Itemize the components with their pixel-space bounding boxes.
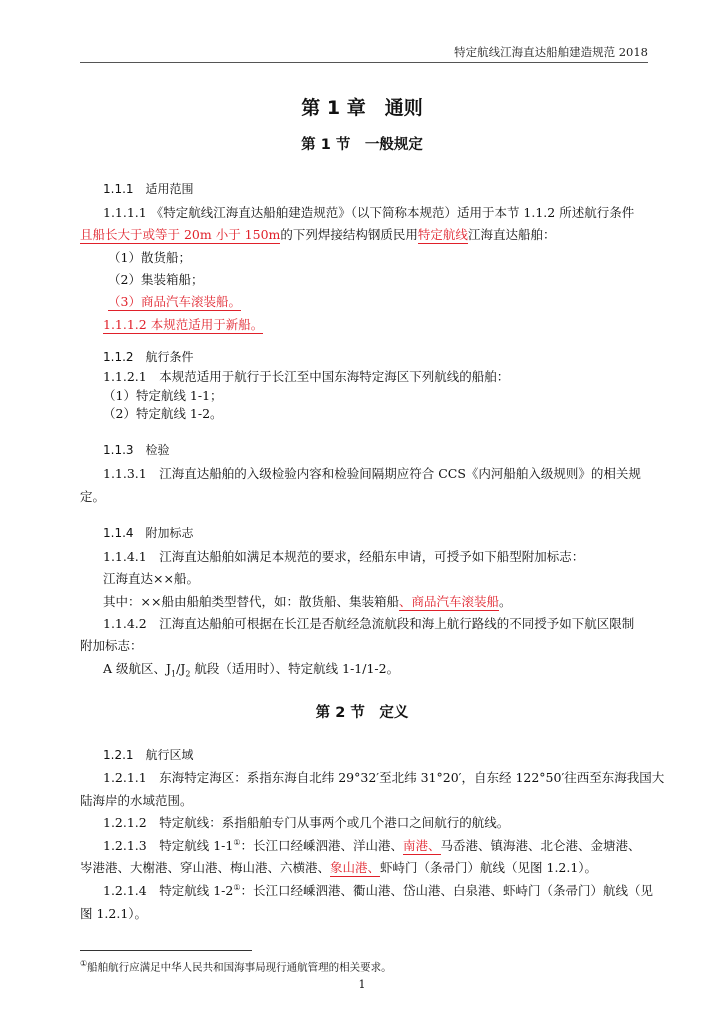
text-segment: /J <box>176 661 186 676</box>
para-ship-types <box>103 592 511 610</box>
highlight-xiangshan: 象山港、 <box>330 860 381 875</box>
footnote-rule <box>80 950 252 951</box>
para-navigation-notation <box>103 659 399 679</box>
para-1-1-3-1-line1: 1.1.3.1 江海直达船舶的入级检验内容和检验间隔期应符合 CCS《内河船舶入级规则》的相关规 <box>103 466 641 481</box>
heading-1-1-3: 1.1.3 检验 <box>103 443 170 457</box>
subscript: 2 <box>185 669 191 679</box>
para-1-1-3-1-line2: 定。 <box>80 489 106 504</box>
list-item-route-1-1: （1）特定航线 1-1； <box>103 388 223 403</box>
chapter-title: 第 1 章 通则 <box>301 97 423 119</box>
para-1-1-4-2-line1: 1.1.4.2 江海直达船舶可根据在长江是否航经急流航段和海上航行路线的不同授予如下航区限制 <box>103 616 635 631</box>
para-1-1-4-1: 1.1.4.1 江海直达船舶如满足本规范的要求，经船东申请，可授予如下船型附加标志： <box>103 549 585 564</box>
section-2-title: 第 2 节 定义 <box>315 705 409 721</box>
footnote-ref[interactable]: ① <box>233 837 241 847</box>
para-1-2-1-3-line2 <box>80 858 597 876</box>
text-segment: 岑港港、大榭港、穿山港、梅山港、六横港、 <box>80 860 331 875</box>
page-number: 1 <box>358 978 366 991</box>
para-1-2-1-3-line1 <box>103 836 641 854</box>
list-item-route-1-2: （2）特定航线 1-2。 <box>103 406 223 421</box>
list-item-roro-ship <box>108 292 241 310</box>
section-1-title: 第 1 节 一般规定 <box>301 137 423 153</box>
header-rule <box>80 62 648 63</box>
highlight-specific-route: 特定航线 <box>417 227 468 242</box>
running-header: 特定航线江海直达船舶建造规范 2018 <box>454 45 648 59</box>
footnote-text: 船舶航行应满足中华人民共和国海事局现行通航管理的相关要求。 <box>87 961 392 974</box>
highlight-nangang: 南港、 <box>403 838 441 853</box>
highlight-ship-length: 且船长大于或等于 20m 小于 150m <box>80 227 281 242</box>
para-1-1-4-2-line2: 附加标志： <box>80 638 143 653</box>
para-1-2-1-4-line1 <box>103 881 653 899</box>
text-segment: 1.2.1.3 特定航线 1-1 <box>103 838 234 853</box>
subscript: 1 <box>171 669 177 679</box>
heading-1-1-2: 1.1.2 航行条件 <box>103 350 194 364</box>
text-segment: ：长江口经嵊泗港、洋山港、 <box>240 838 404 853</box>
heading-1-1-1: 1.1.1 适用范围 <box>103 182 194 196</box>
highlight-roro-type: 、商品汽车滚装船 <box>398 594 499 609</box>
footnote-mark: ① <box>80 959 88 968</box>
notation-example: 江海直达××船。 <box>103 571 199 586</box>
para-1-2-1-1-line2: 陆海岸的水域范围。 <box>80 793 193 808</box>
list-item-container-ship: （2）集装箱船； <box>108 272 204 287</box>
list-item-bulk-carrier: （1）散货船； <box>108 250 191 265</box>
para-1-1-1-2 <box>103 315 263 333</box>
text-segment: 虾峙门（条帚门）航线（见图 1.2.1）。 <box>380 860 598 875</box>
para-1-1-1-1-line2 <box>80 225 555 243</box>
text-segment: 其中：××船由船舶类型替代，如：散货船、集装箱船 <box>103 594 399 609</box>
footnote-ref[interactable]: ① <box>233 882 241 892</box>
text-segment: 。 <box>498 594 512 609</box>
para-1-1-2-1: 1.1.2.1 本规范适用于航行于长江至中国东海特定海区下列航线的船舶： <box>103 369 510 384</box>
highlight-roro: （3）商品汽车滚装船。 <box>108 294 241 309</box>
text-segment: 1.2.1.4 特定航线 1-2 <box>103 883 234 898</box>
para-1-2-1-1-line1: 1.2.1.1 东海特定海区：系指东海自北纬 29°32′至北纬 31°20′，自东经 122°50′往西至东海我国大 <box>103 770 665 785</box>
text-segment: 航段（适用时）、特定航线 1-1/1-2。 <box>190 661 400 676</box>
para-1-2-1-4-line2: 图 1.2.1）。 <box>80 906 148 921</box>
text-segment: ：长江口经嵊泗港、衢山港、岱山港、白泉港、虾峙门（条帚门）航线（见 <box>240 883 654 898</box>
text-segment: 马岙港、镇海港、北仑港、金塘港、 <box>440 838 641 853</box>
para-1-1-1-1-line1: 1.1.1.1 《特定航线江海直达船舶建造规范》（以下简称本规范）适用于本节 1.1.2 所述航行条件 <box>103 205 635 220</box>
text-segment: 的下列焊接结构钢质民用 <box>280 227 418 242</box>
heading-1-2-1: 1.2.1 航行区域 <box>103 748 194 762</box>
footnote <box>80 959 392 975</box>
text-segment: A 级航区、J <box>103 661 172 676</box>
text-segment: 江海直达船舶： <box>467 227 556 242</box>
highlight-new-ships: 1.1.1.2 本规范适用于新船。 <box>103 317 264 332</box>
para-1-2-1-2: 1.2.1.2 特定航线：系指船舶专门从事两个或几个港口之间航行的航线。 <box>103 815 510 830</box>
heading-1-1-4: 1.1.4 附加标志 <box>103 526 194 540</box>
